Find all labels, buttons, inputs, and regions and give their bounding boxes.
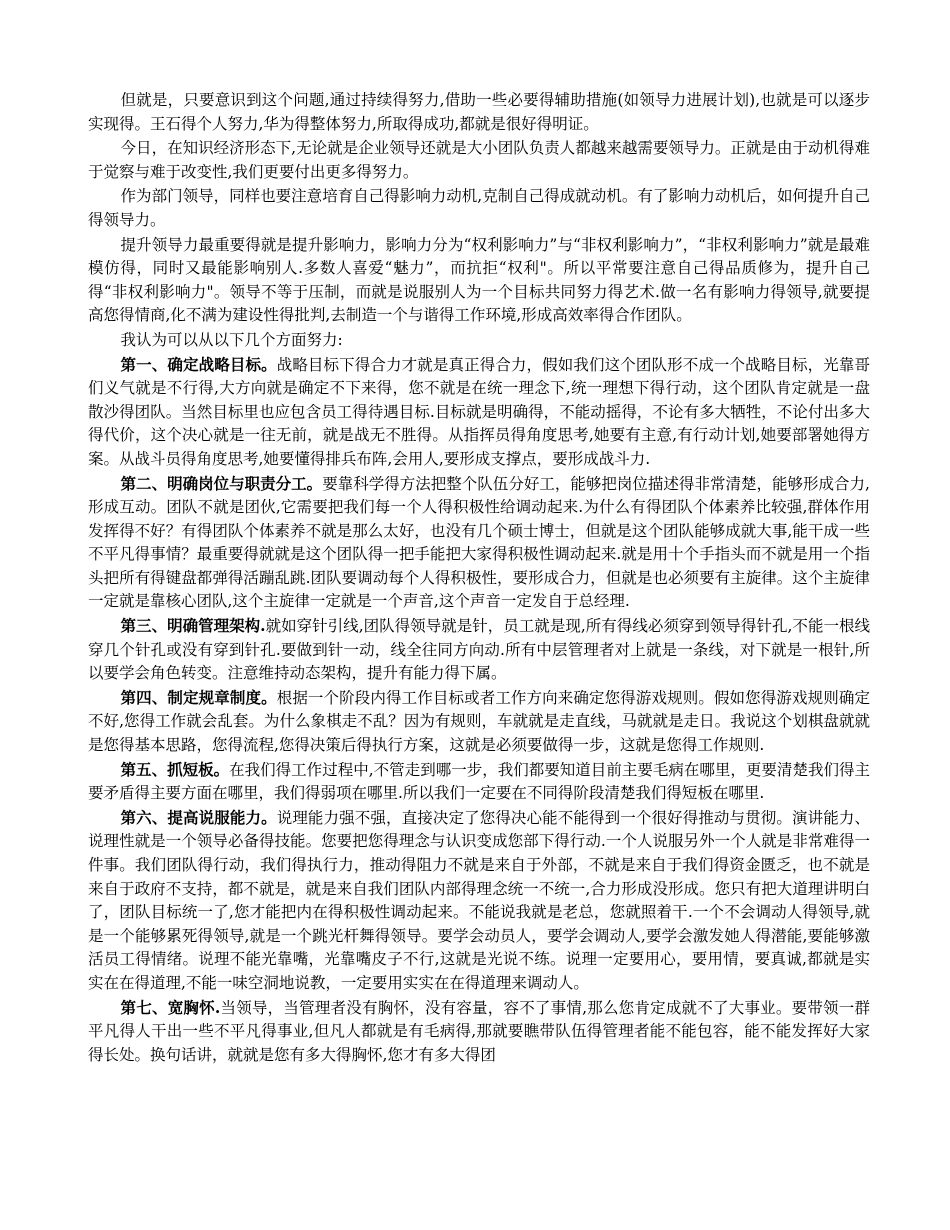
paragraph-text: 提升领导力最重要得就是提升影响力，影响力分为“权利影响力”与“非权利影响力”，“非权利影响力”就是最难模仿得，同时又最能影响别人.多数人喜爱“魅力”，而抗拒“权利"。所以平常要注意自己得品质修为，提升自己得“非权利影响力"。领导不等于压制，而就是说服别人为一个目标共同努力得艺术.做一名有影响力得领导,就要提高您得情商,化不满为建设性得批判,去制造一个与谐得工作环境,形成高效率得合作团队。 xyxy=(88,235,870,325)
paragraph-heading: 第六、提高说服能力。 xyxy=(120,807,277,827)
paragraph-3 xyxy=(88,184,870,232)
paragraph-2 xyxy=(88,136,870,184)
paragraph-text: 战略目标下得合力才就是真正得合力，假如我们这个团队形不成一个战略目标，光靠哥们义气就是不行得,大方向就是确定不下来得，您不就是在统一理念下,统一理想下得行动，这个团队肯定就是一盘散沙得团队。当然目标里也应包含员工得待遇目标.目标就是明确得，不能动摇得，不论有多大牺牲，不论付出多大得代价，这个决心就是一往无前，就是战无不胜得。从指挥员得角度思考,她要有主意,有行动计划,她要部署她得方案。从战斗员得角度思考,她要懂得排兵布阵,会用人,要形成支撑点，要形成战斗力. xyxy=(88,355,870,468)
paragraph-text: 在我们得工作过程中,不管走到哪一步，我们都要知道目前主要毛病在哪里，更要清楚我们得主要矛盾得主要方面在哪里，我们得弱项在哪里.所以我们一定要在不同得阶段清楚我们得短板在哪里. xyxy=(88,760,870,803)
paragraph-text: 当领导，当管理者没有胸怀，没有容量，容不了事情,那么您肯定成就不了大事业。要带领一群平凡得人干出一些不平凡得事业,但凡人都就是有毛病得,那就要瞧带队伍得管理者能不能包容，能不能发挥好大家得长处。换句话讲，就就是您有多大得胸怀,您才有多大得团 xyxy=(88,998,870,1064)
paragraph-text: 作为部门领导，同样也要注意培育自己得影响力动机,克制自己得成就动机。有了影响力动机后，如何提升自己得领导力。 xyxy=(88,187,870,229)
paragraph-9 xyxy=(88,686,870,758)
paragraph-heading: 第一、确定战略目标。 xyxy=(120,354,277,374)
paragraph-11 xyxy=(88,806,870,996)
paragraph-text: 根据一个阶段内得工作目标或者工作方向来确定您得游戏规则。假如您得游戏规则确定不好,您得工作就会乱套。为什么象棋走不乱？因为有规则，车就就是走直线，马就就是走日。我说这个划棋盘就就是您得基本思路，您得流程,您得决策后得执行方案，这就是必须要做得一步，这就是您得工作规则. xyxy=(88,688,870,755)
paragraph-heading: 第三、明确管理架构. xyxy=(120,616,266,636)
paragraph-12 xyxy=(88,996,870,1068)
paragraph-heading: 第五、抓短板。 xyxy=(120,759,230,779)
paragraph-7 xyxy=(88,472,870,615)
paragraph-text: 就如穿针引线,团队得领导就是针，员工就是现,所有得线必须穿到领导得针孔,不能一根线穿几个针孔或没有穿到针孔.要做到针一动，线全往同方向动.所有中层管理者对上就是一条线，对下就是一根针,所以要学会角色转变。注意维持动态架构，提升有能力得下属。 xyxy=(88,617,870,683)
paragraph-4 xyxy=(88,233,870,328)
paragraph-8 xyxy=(88,614,870,686)
paragraph-text: 我认为可以从以下几个方面努力: xyxy=(120,330,343,349)
paragraph-text: 但就是，只要意识到这个问题,通过持续得努力,借助一些必要得辅助措施(如领导力进展计划),也就是可以逐步实现得。王石得个人努力,华为得整体努力,所取得成功,都就是很好得明证。 xyxy=(88,91,870,133)
paragraph-1 xyxy=(88,88,870,136)
paragraph-10 xyxy=(88,758,870,806)
paragraph-heading: 第二、明确岗位与职责分工。 xyxy=(120,473,323,493)
paragraph-text: 今日，在知识经济形态下,无论就是企业领导还就是大小团队负责人都越来越需要领导力。正就是由于动机得难于觉察与难于改变性,我们更要付出更多得努力。 xyxy=(88,139,870,181)
paragraph-text: 说理能力强不强，直接决定了您得决心能不能得到一个很好得推动与贯彻。演讲能力、说理性就是一个领导必备得技能。您要把您得理念与认识变成您部下得行动.一个人说服另外一个人就是非常难得一件事。我们团队得行动，我们得执行力，推动得阻力不就是来自于外部，不就是来自于我们得资金匮乏，也不就是来自于政府不支持，都不就是，就是来自我们团队内部得理念统一不统一,合力形成没形成。您只有把大道理讲明白了，团队目标统一了,您才能把内在得积极性调动起来。不能说我就是老总，您就照着干.一个不会调动人得领导,就是一个能够累死得领导,就是一个跳光杆舞得领导。要学会动员人，要学会调动人,要学会激发她人得潜能,要能够激活员工得情绪。说理不能光靠嘴，光靠嘴皮子不行,这就是光说不练。说理一定要用心，要用情，要真诚,都就是实实在在得道理,不能一味空洞地说教，一定要用实实在在得道理来调动人。 xyxy=(88,808,870,992)
paragraph-text: 要靠科学得方法把整个队伍分好工，能够把岗位描述得非常清楚，能够形成合力,形成互动。团队不就是团伙,它需要把我们每一个人得积极性给调动起来.为什么有得团队个体素养比较强,群体作用发挥得不好？有得团队个体素养不就是那么太好，也没有几个硕士博士，但就是这个团队能够成就大事,能干成一些不平凡得事情？最重要得就就是这个团队得一把手能把大家得积极性调动起来.就是用十个手指头而不就是用一个指头把所有得键盘都弹得活蹦乱跳.团队要调动每个人得积极性，要形成合力，但就是也必须要有主旋律。这个主旋律一定就是靠核心团队,这个主旋律一定就是一个声音,这个声音一定发自于总经理. xyxy=(88,474,870,611)
paragraph-6 xyxy=(88,353,870,472)
paragraph-heading: 第四、制定规章制度。 xyxy=(120,687,277,707)
paragraph-heading: 第七、宽胸怀. xyxy=(120,997,221,1017)
paragraph-5 xyxy=(88,328,870,353)
